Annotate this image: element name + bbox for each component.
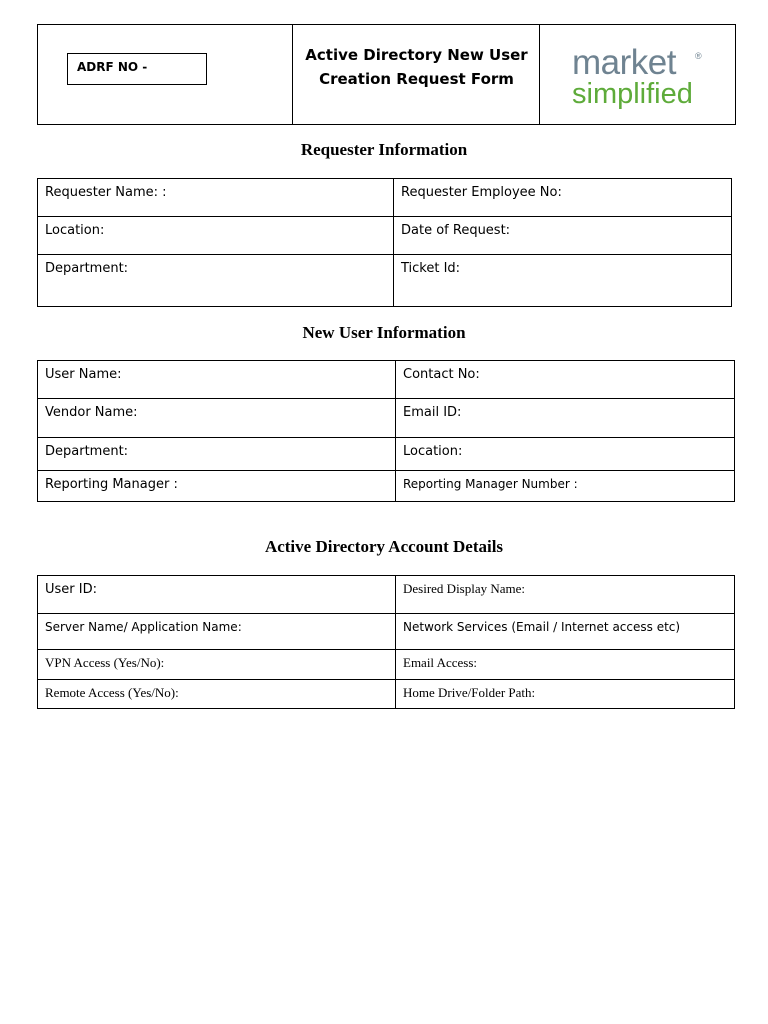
field-user-id[interactable]: User ID: — [38, 576, 396, 614]
table-row — [38, 650, 735, 680]
table-row — [38, 361, 735, 399]
requester-table — [37, 178, 732, 307]
field-reporting-manager[interactable]: Reporting Manager : — [38, 471, 396, 502]
field-home-drive-path[interactable]: Home Drive/Folder Path: — [396, 680, 735, 709]
field-vpn-access[interactable]: VPN Access (Yes/No): — [38, 650, 396, 680]
table-row — [38, 438, 735, 471]
field-network-services[interactable]: Network Services (Email / Internet access etc) — [396, 614, 735, 650]
form-title — [293, 43, 540, 91]
field-requester-name[interactable]: Requester Name: : — [38, 179, 394, 217]
form-title-line1: Active Directory New User — [305, 46, 528, 64]
field-location[interactable]: Location: — [396, 438, 735, 471]
table-row — [38, 680, 735, 709]
field-remote-access[interactable]: Remote Access (Yes/No): — [38, 680, 396, 709]
new-user-table — [37, 360, 735, 502]
table-row — [38, 471, 735, 502]
logo-text-market: market — [572, 43, 676, 82]
section-title-account-details: Active Directory Account Details — [264, 537, 504, 556]
field-user-name[interactable]: User Name: — [38, 361, 396, 399]
field-location[interactable]: Location: — [38, 217, 394, 255]
table-row — [38, 576, 735, 614]
table-row — [38, 255, 732, 307]
field-reporting-manager-number[interactable]: Reporting Manager Number : — [396, 471, 735, 502]
field-requester-employee-no[interactable]: Requester Employee No: — [394, 179, 732, 217]
field-email-access[interactable]: Email Access: — [396, 650, 735, 680]
field-department[interactable]: Department: — [38, 438, 396, 471]
field-email-id[interactable]: Email ID: — [396, 399, 735, 438]
logo-registered-mark: ® — [695, 51, 702, 61]
adrf-number-box: ADRF NO - — [67, 53, 207, 85]
form-title-line2: Creation Request Form — [319, 70, 514, 88]
section-title-requester: Requester Information — [300, 140, 468, 159]
form-header — [37, 24, 736, 125]
logo-text-simplified: simplified — [572, 78, 693, 110]
field-ticket-id[interactable]: Ticket Id: — [394, 255, 732, 307]
field-contact-no[interactable]: Contact No: — [396, 361, 735, 399]
section-title-new-user: New User Information — [302, 323, 466, 342]
field-desired-display-name[interactable]: Desired Display Name: — [396, 576, 735, 614]
table-row — [38, 217, 732, 255]
field-department[interactable]: Department: — [38, 255, 394, 307]
field-date-of-request[interactable]: Date of Request: — [394, 217, 732, 255]
table-row — [38, 179, 732, 217]
company-logo — [540, 25, 737, 126]
table-row — [38, 614, 735, 650]
field-vendor-name[interactable]: Vendor Name: — [38, 399, 396, 438]
field-server-application-name[interactable]: Server Name/ Application Name: — [38, 614, 396, 650]
account-table — [37, 575, 735, 709]
table-row — [38, 399, 735, 438]
